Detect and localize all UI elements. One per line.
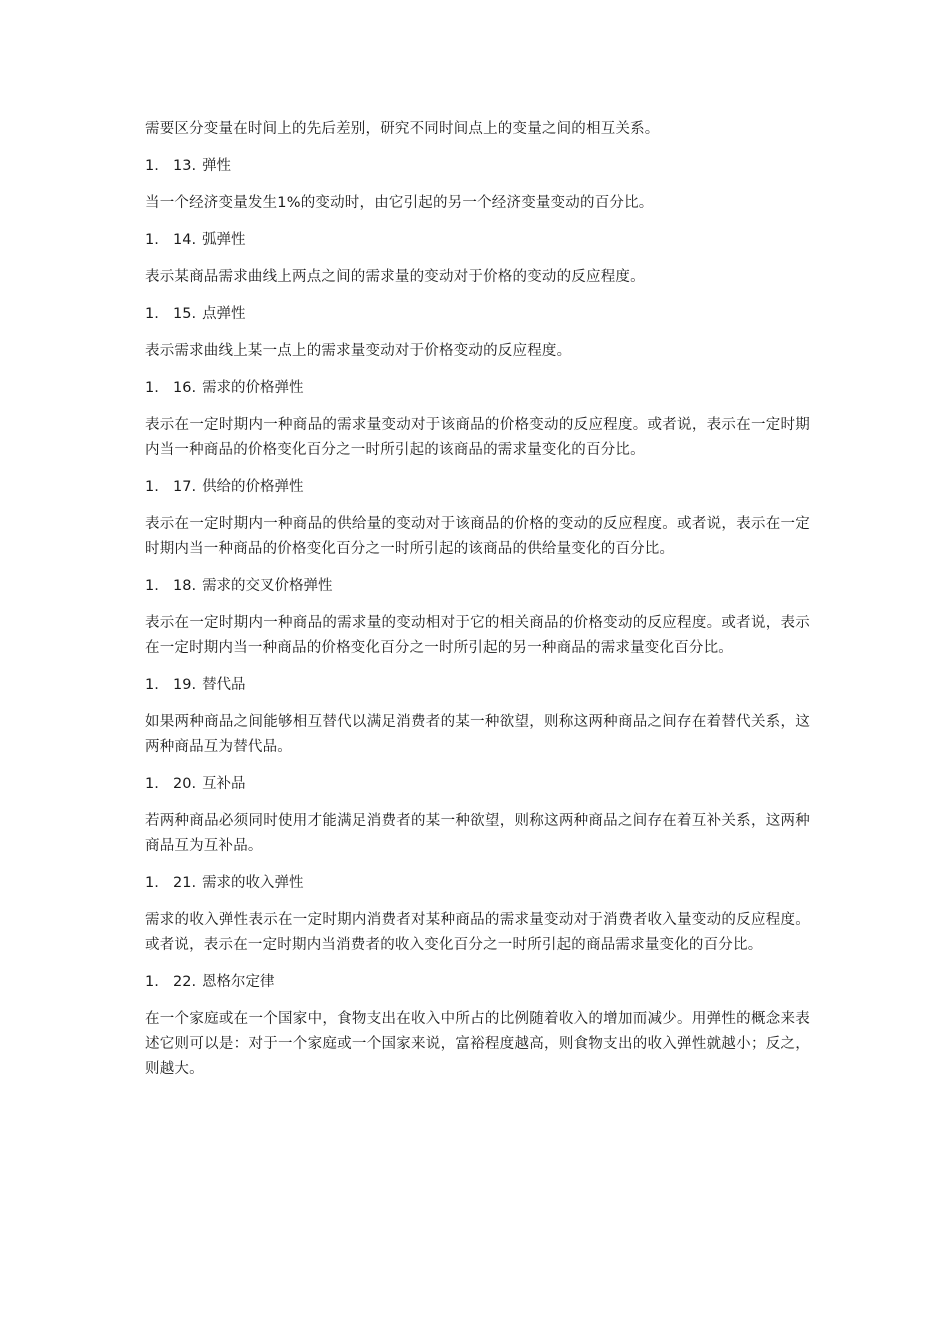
section-heading <box>145 772 810 797</box>
heading-title: 需求的收入弹性 <box>202 875 304 891</box>
heading-title: 需求的交叉价格弹性 <box>202 578 333 594</box>
section-heading <box>145 228 810 253</box>
section-body: 若两种商品必须同时使用才能满足消费者的某一种欲望，则称这两种商品之间存在着互补关系，这两种商品互为互补品。 <box>145 813 810 854</box>
section-20 <box>145 772 810 859</box>
heading-subnumber: 22. <box>173 974 197 990</box>
heading-title: 替代品 <box>202 677 246 693</box>
heading-title: 弧弹性 <box>202 232 246 248</box>
heading-title: 需求的价格弹性 <box>202 380 304 396</box>
section-body: 表示在一定时期内一种商品的供给量的变动对于该商品的价格的变动的反应程度。或者说，表示在一定时期内当一种商品的价格变化百分之一时所引起的该商品的供给量变化的百分比。 <box>145 516 810 557</box>
heading-number: 1. <box>145 677 159 693</box>
section-15 <box>145 302 810 364</box>
heading-number: 1. <box>145 158 159 174</box>
section-16 <box>145 376 810 463</box>
section-18 <box>145 574 810 661</box>
section-body: 表示在一定时期内一种商品的需求量的变动相对于它的相关商品的价格变动的反应程度。或者说，表示在一定时期内当一种商品的价格变化百分之一时所引起的另一种商品的需求量变化百分比。 <box>145 615 810 656</box>
heading-number: 1. <box>145 776 159 792</box>
section-heading <box>145 970 810 995</box>
section-21 <box>145 871 810 958</box>
heading-subnumber: 15. <box>173 306 197 322</box>
heading-subnumber: 18. <box>173 578 197 594</box>
section-17 <box>145 475 810 562</box>
heading-subnumber: 19. <box>173 677 197 693</box>
heading-number: 1. <box>145 380 159 396</box>
heading-title: 恩格尔定律 <box>202 974 275 990</box>
heading-subnumber: 13. <box>173 158 197 174</box>
heading-title: 供给的价格弹性 <box>202 479 304 495</box>
heading-number: 1. <box>145 232 159 248</box>
section-body: 当一个经济变量发生1%的变动时，由它引起的另一个经济变量变动的百分比。 <box>145 195 654 211</box>
section-13 <box>145 154 810 216</box>
heading-title: 点弹性 <box>202 306 246 322</box>
section-body: 如果两种商品之间能够相互替代以满足消费者的某一种欲望，则称这两种商品之间存在着替代关系，这两种商品互为替代品。 <box>145 714 810 755</box>
section-heading <box>145 154 810 179</box>
section-14 <box>145 228 810 290</box>
section-body: 表示在一定时期内一种商品的需求量变动对于该商品的价格变动的反应程度。或者说，表示在一定时期内当一种商品的价格变化百分之一时所引起的该商品的需求量变化的百分比。 <box>145 417 810 458</box>
section-heading <box>145 302 810 327</box>
section-19 <box>145 673 810 760</box>
section-body: 表示需求曲线上某一点上的需求量变动对于价格变动的反应程度。 <box>145 343 572 359</box>
section-body: 需求的收入弹性表示在一定时期内消费者对某种商品的需求量变动对于消费者收入量变动的反应程度。或者说，表示在一定时期内当消费者的收入变化百分之一时所引起的商品需求量变化的百分比。 <box>145 912 810 953</box>
section-body: 在一个家庭或在一个国家中，食物支出在收入中所占的比例随着收入的增加而减少。用弹性的概念来表述它则可以是：对于一个家庭或一个国家来说，富裕程度越高，则食物支出的收入弹性就越小；反之，则越大。 <box>145 1011 810 1077</box>
heading-title: 互补品 <box>202 776 246 792</box>
heading-number: 1. <box>145 578 159 594</box>
heading-title: 弹性 <box>202 158 232 174</box>
heading-subnumber: 20. <box>173 776 197 792</box>
heading-number: 1. <box>145 875 159 891</box>
heading-subnumber: 14. <box>173 232 197 248</box>
heading-subnumber: 16. <box>173 380 197 396</box>
heading-subnumber: 21. <box>173 875 197 891</box>
section-body: 表示某商品需求曲线上两点之间的需求量的变动对于价格的变动的反应程度。 <box>145 269 645 285</box>
section-heading <box>145 871 810 896</box>
heading-number: 1. <box>145 974 159 990</box>
intro-paragraph: 需要区分变量在时间上的先后差别，研究不同时间点上的变量之间的相互关系。 <box>145 121 660 137</box>
section-heading <box>145 475 810 500</box>
section-22 <box>145 970 810 1082</box>
heading-number: 1. <box>145 479 159 495</box>
heading-subnumber: 17. <box>173 479 197 495</box>
section-heading <box>145 574 810 599</box>
section-heading <box>145 376 810 401</box>
document-page <box>145 117 810 1094</box>
heading-number: 1. <box>145 306 159 322</box>
section-heading <box>145 673 810 698</box>
